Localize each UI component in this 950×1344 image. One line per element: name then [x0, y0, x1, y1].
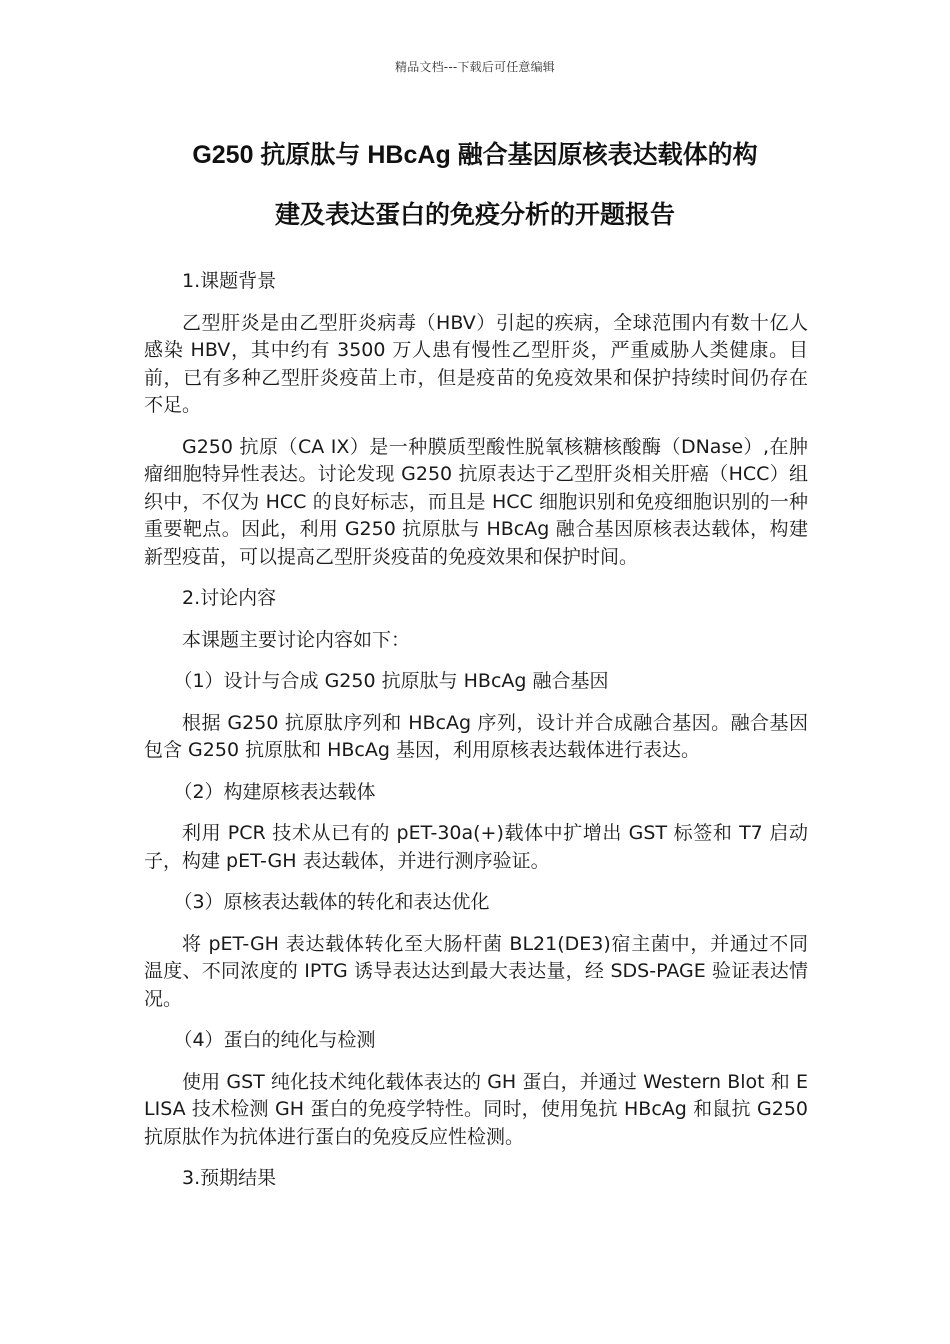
item-1-title: （1）设计与合成 G250 抗原肽与 HBcAg 融合基因 — [173, 670, 609, 692]
section-heading-background: 1.课题背景 — [182, 270, 277, 292]
item-2-body: 利用 PCR 技术从已有的 pET-30a(+)载体中扩增出 GST 标签和 T7 启动子，构建 pET-GH 表达载体，并进行测序验证。 — [144, 822, 808, 872]
item-4-body: 使用 GST 纯化技术纯化载体表达的 GH 蛋白，并通过 Western Blot 和 ELISA 技术检测 GH 蛋白的免疫学特性。同时，使用兔抗 HBcAg 和鼠抗 G250 抗原肽作为抗体进行蛋白的免疫反应性检测。 — [144, 1070, 808, 1148]
page-header: 精品文档---下载后可任意编辑 — [395, 60, 555, 74]
item-4-title: （4）蛋白的纯化与检测 — [173, 1029, 376, 1051]
paragraph-background-1: 乙型肝炎是由乙型肝炎病毒（HBV）引起的疾病，全球范围内有数十亿人感染 HBV，其中约有 3500 万人患有慢性乙型肝炎，严重威胁人类健康。目前，已有多种乙型肝炎疫苗上市，但是疫苗的免疫效果和保护持续时间仍存在不足。 — [144, 311, 808, 416]
title-line-1: G250 抗原肽与 HBcAg 融合基因原核表达载体的构 — [192, 141, 758, 169]
item-3-title: （3）原核表达载体的转化和表达优化 — [173, 891, 490, 913]
section-heading-content: 2.讨论内容 — [182, 587, 277, 609]
item-2-title: （2）构建原核表达载体 — [173, 780, 376, 803]
paragraph-content-intro: 本课题主要讨论内容如下： — [182, 628, 411, 651]
title-line-2: 建及表达蛋白的免疫分析的开题报告 — [274, 201, 675, 229]
item-3-body: 将 pET-GH 表达载体转化至大肠杆菌 BL21(DE3)宿主菌中，并通过不同温度、不同浓度的 IPTG 诱导表达达到最大表达量，经 SDS-PAGE 验证表达情况。 — [144, 932, 808, 1010]
item-1-body: 根据 G250 抗原肽序列和 HBcAg 序列，设计并合成融合基因。融合基因包含 G250 抗原肽和 HBcAg 基因，利用原核表达载体进行表达。 — [144, 711, 808, 761]
document-body — [144, 268, 808, 1207]
paragraph-background-2: G250 抗原（CA IX）是一种膜质型酸性脱氧核糖核酸酶（DNase）,在肿瘤细胞特异性表达。讨论发现 G250 抗原表达于乙型肝炎相关肝癌（HCC）组织中，不仅为 HCC 的良好标志，而且是 HCC 细胞识别和免疫细胞识别的一种重要靶点。因此，利用 G250 抗原肽与 HBcAg 融合基因原核表达载体，构建新型疫苗，可以提高乙型肝炎疫苗的免疫效果和保护时间。 — [144, 435, 808, 568]
document-title — [120, 125, 830, 245]
section-heading-expected-results: 3.预期结果 — [182, 1167, 277, 1189]
